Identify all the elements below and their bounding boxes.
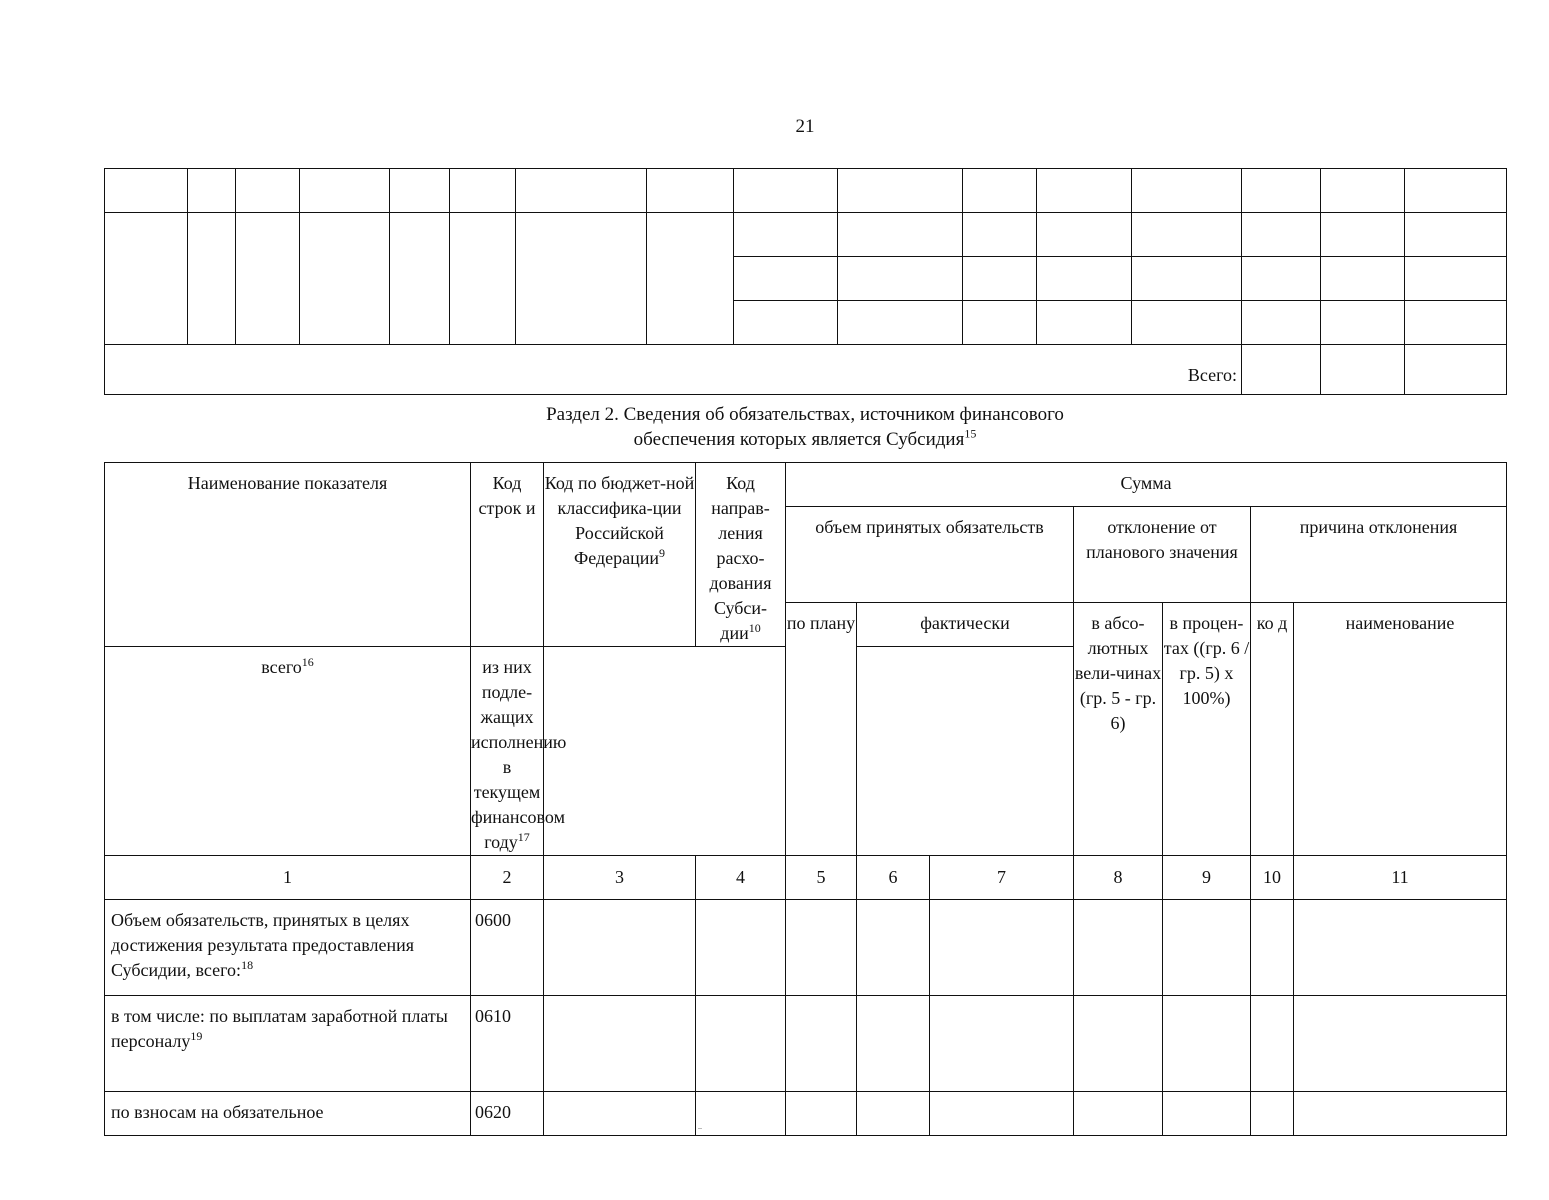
section-title-line2: обеспечения которых является Субсидия$^{15}$ xyxy=(633,426,977,450)
column-number: 4 xyxy=(696,856,786,900)
section-title xyxy=(0,402,1549,452)
column-number: 8 xyxy=(1074,856,1163,900)
column-number-row xyxy=(105,856,1507,900)
header-budget-code: Код по бюджет-ной классифика-ции Российской Федерации$^9$ xyxy=(544,463,696,647)
table-row xyxy=(105,996,1507,1092)
column-number: 1 xyxy=(105,856,471,900)
header-reason: причина отклонения xyxy=(1251,507,1507,603)
column-number: 6 xyxy=(857,856,930,900)
header-abs: в абсо-лютных вели-чинах (гр. 5 - гр. 6) xyxy=(1074,603,1163,856)
table-row xyxy=(105,213,1507,257)
header-reason-code: ко д xyxy=(1251,603,1294,856)
header-name: Наименование показателя xyxy=(105,463,471,647)
footnote-ref: 9 xyxy=(659,546,665,560)
continued-table xyxy=(104,168,1507,395)
column-number: 7 xyxy=(930,856,1074,900)
footnote-ref: 16 xyxy=(301,655,314,669)
row-code: 0600 xyxy=(471,900,544,996)
section-title-line1: Раздел 2. Сведения об обязательствах, источником финансового xyxy=(546,404,1064,425)
header-actual: фактически xyxy=(857,603,1074,647)
footnote-ref: 18 xyxy=(241,958,254,972)
footnote-ref: 15 xyxy=(964,426,977,441)
header-obligations: объем принятых обязательств xyxy=(786,507,1074,603)
footnote-ref: 19 xyxy=(190,1029,203,1043)
row-name: по взносам на обязательное xyxy=(105,1092,471,1136)
column-number: 3 xyxy=(544,856,696,900)
header-plan: по плану xyxy=(786,603,857,856)
header-row xyxy=(105,463,1507,507)
header-actual-current: из них подле-жащих исполнению в текущем финансовом году$^{17}$ xyxy=(471,647,544,856)
header-sum: Сумма xyxy=(786,463,1507,507)
total-row xyxy=(105,345,1507,395)
header-deviation: отклонение от планового значения xyxy=(1074,507,1251,603)
row-code: 0610 xyxy=(471,996,544,1092)
header-percent: в процен-тах ((гр. 6 / гр. 5) х 100%) xyxy=(1163,603,1251,856)
column-number: 2 xyxy=(471,856,544,900)
footnote-ref: 17 xyxy=(517,830,530,844)
scan-artifact xyxy=(698,1128,702,1129)
column-number: 11 xyxy=(1294,856,1507,900)
column-number: 5 xyxy=(786,856,857,900)
total-label: Всего: xyxy=(105,345,1242,395)
row-code: 0620 xyxy=(471,1092,544,1136)
footnote-ref: 10 xyxy=(748,621,761,635)
row-name: Объем обязательств, принятых в целях достижения результата предоставления Субсидии, всего:$^{18}$ xyxy=(105,900,471,996)
header-direction-code: Код направ-ления расхо-дования Субси-дии$^{10}$ xyxy=(696,463,786,647)
column-number: 10 xyxy=(1251,856,1294,900)
header-row-code: Код строк и xyxy=(471,463,544,647)
page-number: 21 xyxy=(795,116,815,137)
header-reason-name: наименование xyxy=(1294,603,1507,856)
obligations-table xyxy=(104,462,1507,1136)
header-actual-total: всего$^{16}$ xyxy=(105,647,471,856)
table-row xyxy=(105,169,1507,213)
table-row xyxy=(105,1092,1507,1136)
column-number: 9 xyxy=(1163,856,1251,900)
row-name: в том числе: по выплатам заработной платы персоналу$^{19}$ xyxy=(105,996,471,1092)
table-row xyxy=(105,900,1507,996)
